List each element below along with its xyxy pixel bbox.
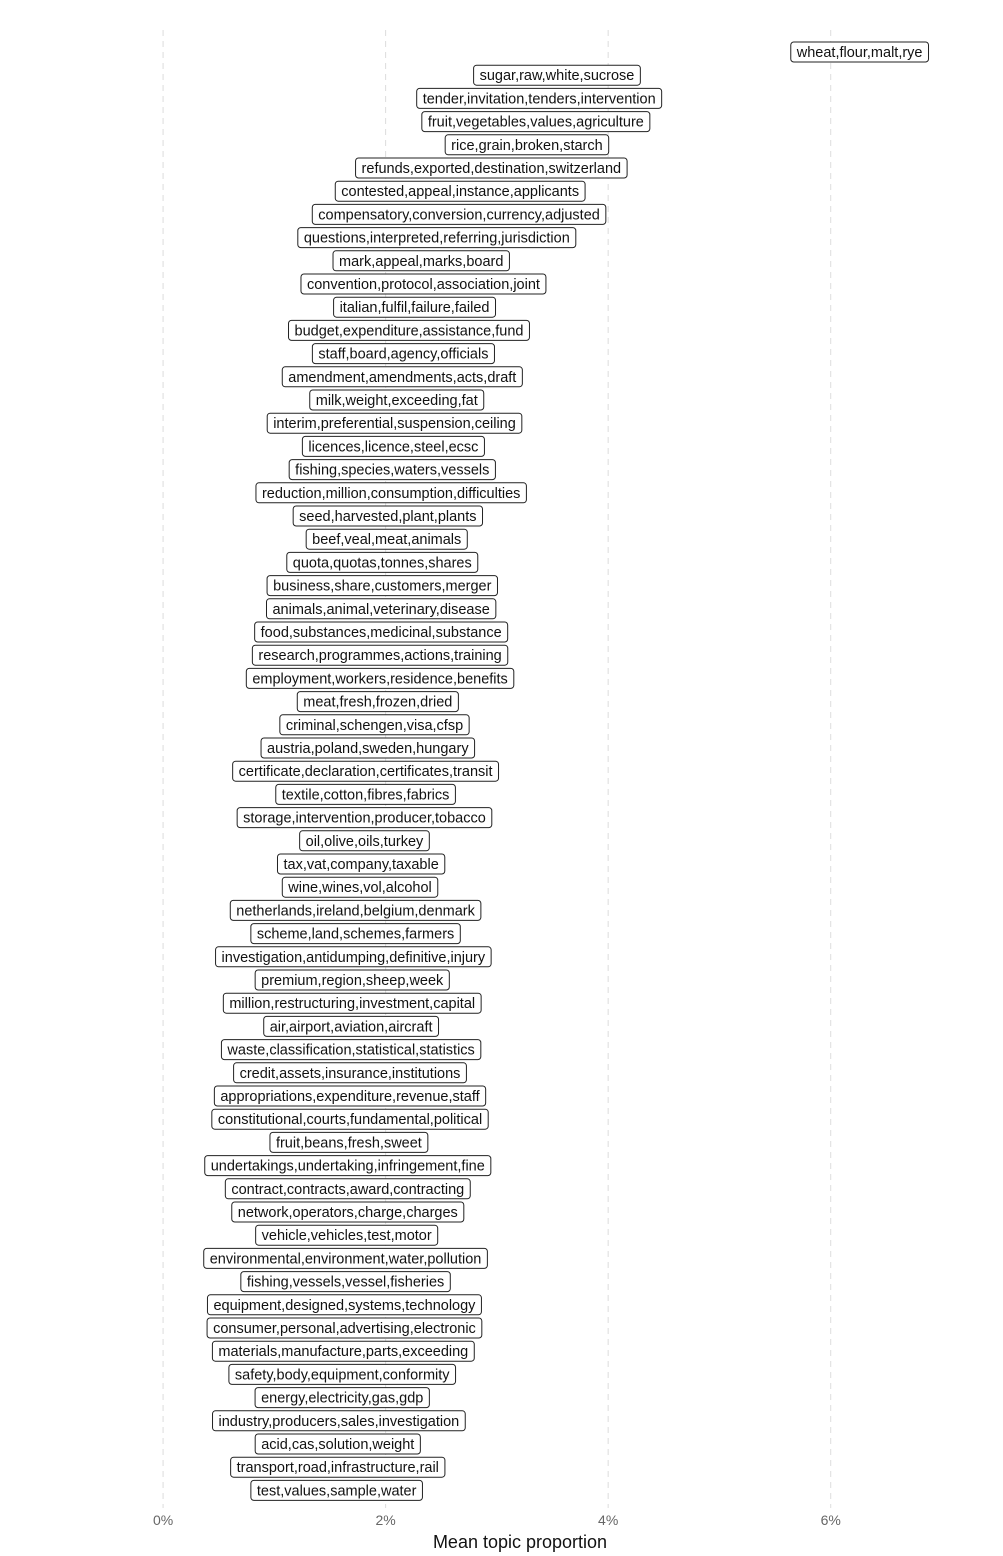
topic-label-point (282, 877, 437, 897)
topic-label-text: million,restructuring,investment,capital (229, 996, 476, 1013)
topic-label-point (310, 390, 484, 410)
topic-label-point (280, 715, 469, 735)
topic-label-point (297, 692, 458, 712)
topic-label-point (474, 65, 641, 85)
topic-label-point (302, 436, 484, 456)
topic-label-point (207, 1295, 481, 1315)
topic-label-text: test,values,sample,water (256, 1483, 417, 1500)
topic-label-point (300, 831, 430, 851)
topic-label-point (334, 297, 496, 317)
topic-label-point (221, 1040, 480, 1060)
topic-label-text: compensatory,conversion,currency,adjusted (318, 207, 600, 224)
topic-label-text: milk,weight,exceeding,fat (315, 393, 478, 409)
topic-label-text: questions,interpreted,referring,jurisdiction (303, 230, 570, 247)
topic-label-point (232, 1202, 464, 1222)
topic-label-text: reduction,million,consumption,difficulties (261, 485, 521, 502)
topic-label-text: acid,cas,solution,weight (261, 1437, 415, 1453)
topic-label-point (214, 1086, 485, 1106)
topic-label-point (306, 529, 467, 549)
topic-label-point (301, 274, 546, 294)
topic-label-point (212, 1341, 474, 1361)
x-axis-ticks (153, 1512, 841, 1528)
topic-label-text: fruit,vegetables,values,agriculture (427, 114, 644, 131)
topic-label-point (212, 1109, 488, 1129)
topic-label-point (298, 228, 576, 248)
topic-label-text: sugar,raw,white,sucrose (479, 68, 635, 85)
topic-label-text: certificate,declaration,certificates,transit (238, 764, 493, 781)
topic-label-point (256, 1225, 438, 1245)
topic-label-point (422, 112, 650, 132)
topic-label-point (277, 854, 444, 874)
topic-label-text: network,operators,charge,charges (237, 1205, 458, 1221)
topic-label-text: energy,electricity,gas,gdp (261, 1390, 424, 1407)
x-tick-label: 4% (598, 1512, 619, 1528)
topic-label-point (270, 1132, 428, 1152)
topic-label-point (261, 738, 475, 758)
topic-label-point (252, 645, 507, 665)
topic-label-point (213, 1411, 466, 1431)
topic-label-point (251, 1480, 423, 1500)
topic-label-text: undertakings,undertaking,infringement,fine (210, 1158, 485, 1175)
topic-label-point (287, 552, 478, 572)
topic-label-text: food,substances,medicinal,substance (260, 625, 502, 641)
topic-label-point (417, 88, 662, 108)
topic-label-point (231, 1457, 445, 1477)
topic-label-text: wheat,flour,malt,rye (796, 45, 923, 61)
topic-label-text: contract,contracts,award,contracting (231, 1181, 465, 1198)
topic-label-point (356, 158, 628, 178)
topic-label-text: employment,workers,residence,benefits (252, 671, 508, 688)
topic-label-point (230, 900, 481, 920)
topic-label-point (234, 1063, 467, 1083)
topic-label-text: storage,intervention,producer,tobacco (243, 810, 486, 827)
topic-label-text: credit,assets,insurance,institutions (239, 1065, 461, 1082)
topic-label-point (241, 1272, 450, 1292)
topic-labels (204, 42, 929, 1500)
topic-label-point (229, 1364, 456, 1384)
topic-label-text: refunds,exported,destination,switzerland (361, 161, 622, 177)
topic-label-point (246, 668, 513, 688)
topic-label-text: fishing,vessels,vessel,fisheries (246, 1274, 445, 1291)
topic-label-point (791, 42, 929, 62)
x-tick-label: 2% (375, 1512, 396, 1528)
topic-label-point (255, 1388, 429, 1408)
topic-label-point (267, 413, 522, 433)
topic-label-point (233, 761, 499, 781)
topic-label-point (225, 1179, 470, 1199)
topic-label-point (256, 483, 526, 503)
topic-label-text: criminal,schengen,visa,cfsp (285, 717, 464, 734)
topic-label-text: oil,olive,oils,turkey (305, 833, 424, 850)
topic-label-point (204, 1248, 488, 1268)
topic-label-point (255, 1434, 420, 1454)
topic-label-text: vehicle,vehicles,test,motor (261, 1228, 432, 1245)
topic-label-text: rice,grain,broken,starch (451, 137, 603, 154)
topic-label-text: contested,appeal,instance,applicants (341, 184, 580, 201)
topic-label-point (282, 367, 522, 387)
topic-label-text: scheme,land,schemes,farmers (256, 926, 455, 943)
topic-label-text: research,programmes,actions,training (258, 648, 502, 665)
topic-label-point (223, 993, 481, 1013)
topic-label-point (335, 181, 585, 201)
topic-label-point (207, 1318, 482, 1338)
topic-label-text: convention,protocol,association,joint (306, 277, 540, 293)
topic-label-text: beef,veal,meat,animals (312, 532, 462, 549)
topic-label-text: amendment,amendments,acts,draft (288, 369, 517, 386)
topic-label-point (255, 970, 449, 990)
topic-label-text: air,airport,aviation,aircraft (269, 1019, 433, 1036)
topic-label-text: fishing,species,waters,vessels (295, 462, 490, 479)
topic-label-point (237, 808, 492, 828)
topic-label-text: tender,invitation,tenders,intervention (422, 91, 656, 108)
topic-label-point (312, 344, 494, 364)
topic-label-text: meat,fresh,frozen,dried (303, 694, 453, 711)
topic-label-point (255, 622, 508, 642)
topic-label-text: waste,classification,statistical,statistics (227, 1042, 475, 1059)
topic-label-text: wine,wines,vol,alcohol (288, 880, 432, 897)
topic-label-point (205, 1156, 491, 1176)
topic-label-text: premium,region,sheep,week (261, 973, 444, 989)
topic-label-text: mark,appeal,marks,board (339, 253, 504, 270)
topic-label-point (333, 251, 509, 271)
topic-label-point (293, 506, 482, 526)
topic-label-text: safety,body,equipment,conformity (234, 1367, 450, 1384)
topic-label-text: textile,cotton,fibres,fabrics (281, 787, 450, 804)
topic-label-point (445, 135, 609, 155)
topic-label-text: equipment,designed,systems,technology (213, 1297, 476, 1314)
topic-label-text: constitutional,courts,fundamental,political (217, 1112, 483, 1129)
topic-label-text: staff,board,agency,officials (318, 346, 489, 363)
x-tick-label: 0% (152, 1512, 174, 1528)
topic-label-text: investigation,antidumping,definitive,injury (221, 949, 486, 966)
topic-label-text: netherlands,ireland,belgium,denmark (236, 903, 475, 920)
x-tick-label: 6% (820, 1512, 841, 1528)
topic-label-point (312, 204, 606, 224)
topic-label-point (266, 599, 495, 619)
topic-label-text: budget,expenditure,assistance,fund (294, 323, 524, 340)
topic-label-point (251, 924, 460, 944)
topic-label-text: animals,animal,veterinary,disease (272, 601, 490, 618)
topic-label-point (289, 320, 530, 340)
topic-label-text: fruit,beans,fresh,sweet (275, 1135, 422, 1152)
topic-label-text: italian,fulfil,failure,failed (339, 300, 490, 317)
x-axis-title: Mean topic proportion (432, 1532, 608, 1552)
topic-label-text: quota,quotas,tonnes,shares (292, 555, 472, 572)
topic-label-text: industry,producers,sales,investigation (218, 1413, 460, 1430)
topic-label-text: appropriations,expenditure,revenue,staff (220, 1089, 480, 1105)
topic-label-point (216, 947, 492, 967)
topic-label-point (289, 460, 495, 480)
topic-label-point (264, 1016, 439, 1036)
topic-label-text: interim,preferential,suspension,ceiling (273, 416, 516, 433)
topic-label-text: business,share,customers,merger (273, 578, 492, 595)
topic-label-text: austria,poland,sweden,hungary (267, 741, 469, 757)
topic-label-text: materials,manufacture,parts,exceeding (218, 1344, 469, 1361)
topic-label-text: tax,vat,company,taxable (283, 857, 439, 873)
topic-label-point (267, 576, 497, 596)
topic-label-text: environmental,environment,water,pollution (209, 1251, 482, 1268)
topic-label-text: licences,licence,steel,ecsc (308, 439, 479, 456)
topic-label-text: consumer,personal,advertising,electronic (213, 1321, 476, 1337)
topic-label-point (276, 784, 456, 804)
topic-label-text: seed,harvested,plant,plants (299, 509, 477, 525)
topic-label-text: transport,road,infrastructure,rail (236, 1460, 439, 1477)
